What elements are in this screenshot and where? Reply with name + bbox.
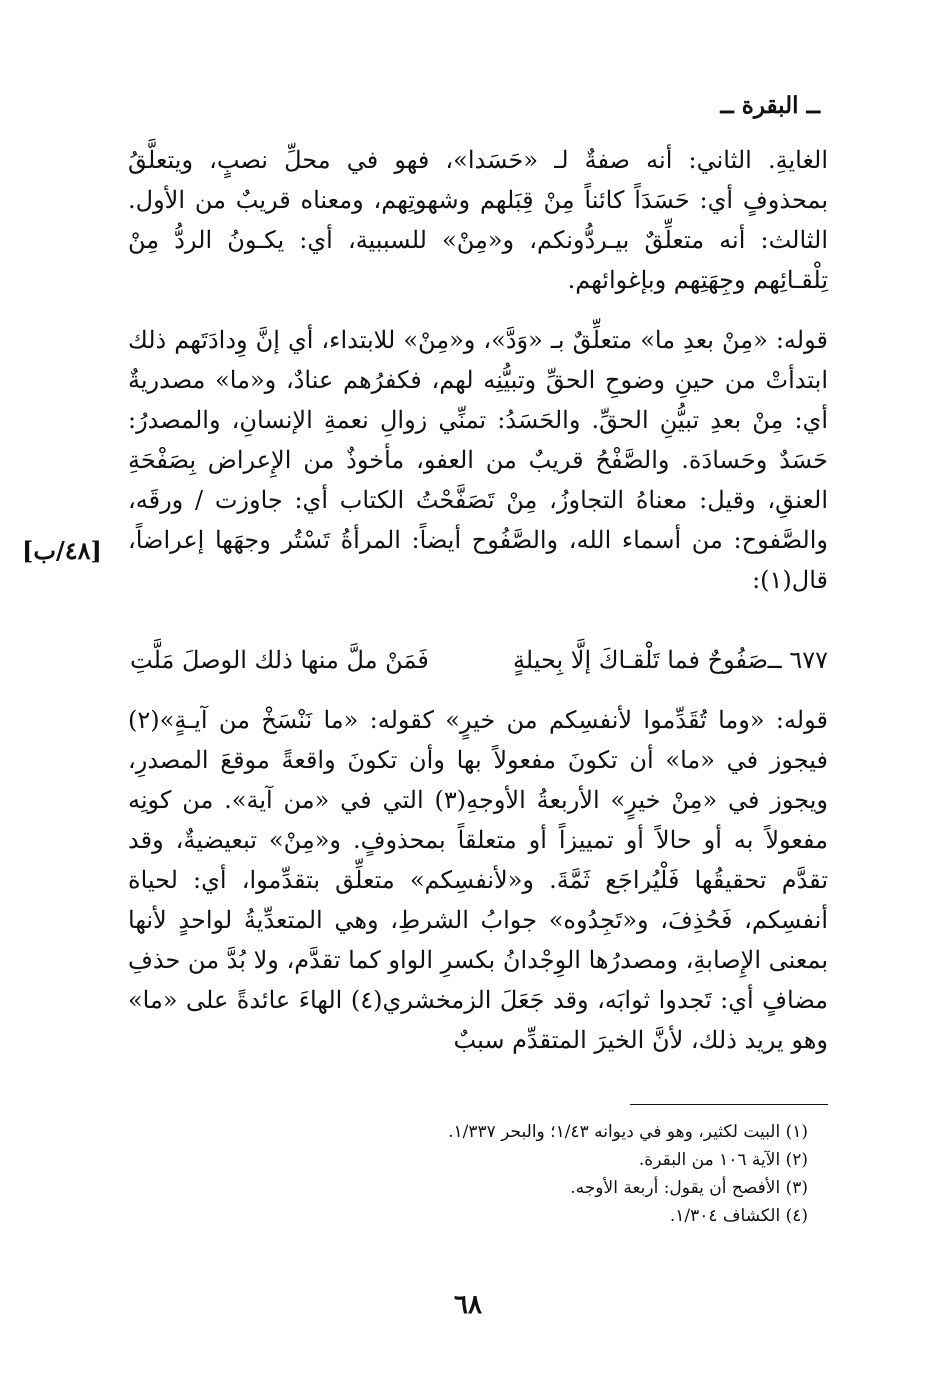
- margin-folio-marker: [٤٨/ب]: [22, 536, 102, 565]
- poetry-verse: [128, 640, 828, 680]
- footnote-1: (١) البيت لكثير، وهو في ديوانه ١/٤٣؛ والبحر ١/٣٣٧.: [448, 1122, 808, 1142]
- paragraph-2: قوله: «مِنْ بعدِ ما» متعلِّقٌ بـ «وَدَّ»، و«مِنْ» للابتداء، أي إنَّ وِدادَتَهم ذلك ابتدأتْ من حينِ وضوحِ الحقِّ وتبيُّنِه لهم، فكفرُهم عنادٌ، و«ما» مصدريةٌ أي: مِنْ بعدِ تبيُّنِ الحقِّ. والحَسَدُ: تمنِّي زوالِ نعمةِ الإنسانِ، والمصدرُ: حَسَدٌ وحَسادَة. والصَّفْحُ قريبٌ من العفو، مأخوذٌ من الإِعراض بِصَفْحَةِ العنقِ، وقيل: معناهُ التجاوزُ، مِنْ تَصَفَّحْتُ الكتاب أي: جاوزت / ورقَه، والصَّفوح: من أسماء الله، والصَّفُوح أيضاً: المرأةُ تَسْتُر وجهَها إعراضاً، قال(١):: [128, 326, 828, 594]
- verse-number: ٦٧٧ ــ: [767, 646, 828, 674]
- page-number: ٦٨: [454, 1290, 482, 1320]
- running-header: ــ البقرة ــ: [720, 92, 820, 119]
- paragraph-1: الغايةِ. الثاني: أنه صفةٌ لـ «حَسَدا»، فهو في محلِّ نصبٍ، ويتعلَّقُ بمحذوفٍ أي: حَسَدَاً كائناً مِنْ قِبَلهم وشهوتِهم، ومعناه قريبٌ من الأول. الثالث: أنه متعلِّقٌ بيـردُّونكم، و«مِنْ» للسببية، أي: يكـونُ الردُّ مِنْ تِلْقـائِهم وجِهَتِهم وبإغوائهم.: [128, 146, 828, 294]
- paragraph-3: قوله: «وما تُقَدِّموا لأنفسِكم من خيرٍ» كقوله: «ما نَنْسَخْ من آيـةٍ»(٢) فيجوز في «ما» أن تكونَ مفعولاً بها وأن تكونَ واقعةً موقعَ المصدرِ، ويجوز في «مِنْ خيرٍ» الأربعةُ الأوجهِ(٣) التي في «من آية». من كونِه مفعولاً به أو حالاً أو تمييزاً أو متعلقاً بمحذوفٍ. و«مِنْ» تبعيضيةٌ، وقد تقدَّم تحقيقُها فَلْيُراجَع ثَمَّةَ. و«لأنفسِكم» متعلِّق بتقدِّموا، أي: لحياة أنفسِكم، فَحُذِفَ، و«تَجِدُوه» جوابُ الشرطِ، وهي المتعدِّيةُ لواحدٍ لأنها بمعنى الإِصابةِ، ومصدرُها الوِجْدانُ بكسرِ الواو كما تقدَّم، ولا بُدَّ من حذفِ مضافٍ أي: تَجدوا ثوابَه، وقد جَعَلَ الزمخشري(٤) الهاءَ عائدةً على «ما» وهو يريد ذلك، لأنَّ الخيرَ المتقدِّم سببٌ: [127, 706, 829, 1054]
- main-text-continued: [128, 700, 828, 1060]
- footnote-4: (٤) الكشاف ١/٣٠٤.: [669, 1206, 808, 1226]
- footnotes: [248, 1118, 808, 1230]
- footnote-divider: [630, 1104, 828, 1105]
- footnote-2: (٢) الآية ١٠٦ من البقرة.: [638, 1150, 808, 1170]
- verse-second-hemistich: فَمَنْ ملَّ منها ذلك الوصلَ مَلَّتِ: [130, 646, 429, 674]
- main-text: [128, 140, 828, 600]
- footnote-3: (٣) الأفصح أن يقول: أربعة الأوجه.: [570, 1178, 808, 1198]
- verse-first-hemistich: صَفُوحٌ فما تَلْقـاكَ إلَّا بِحيلةٍ: [512, 646, 768, 674]
